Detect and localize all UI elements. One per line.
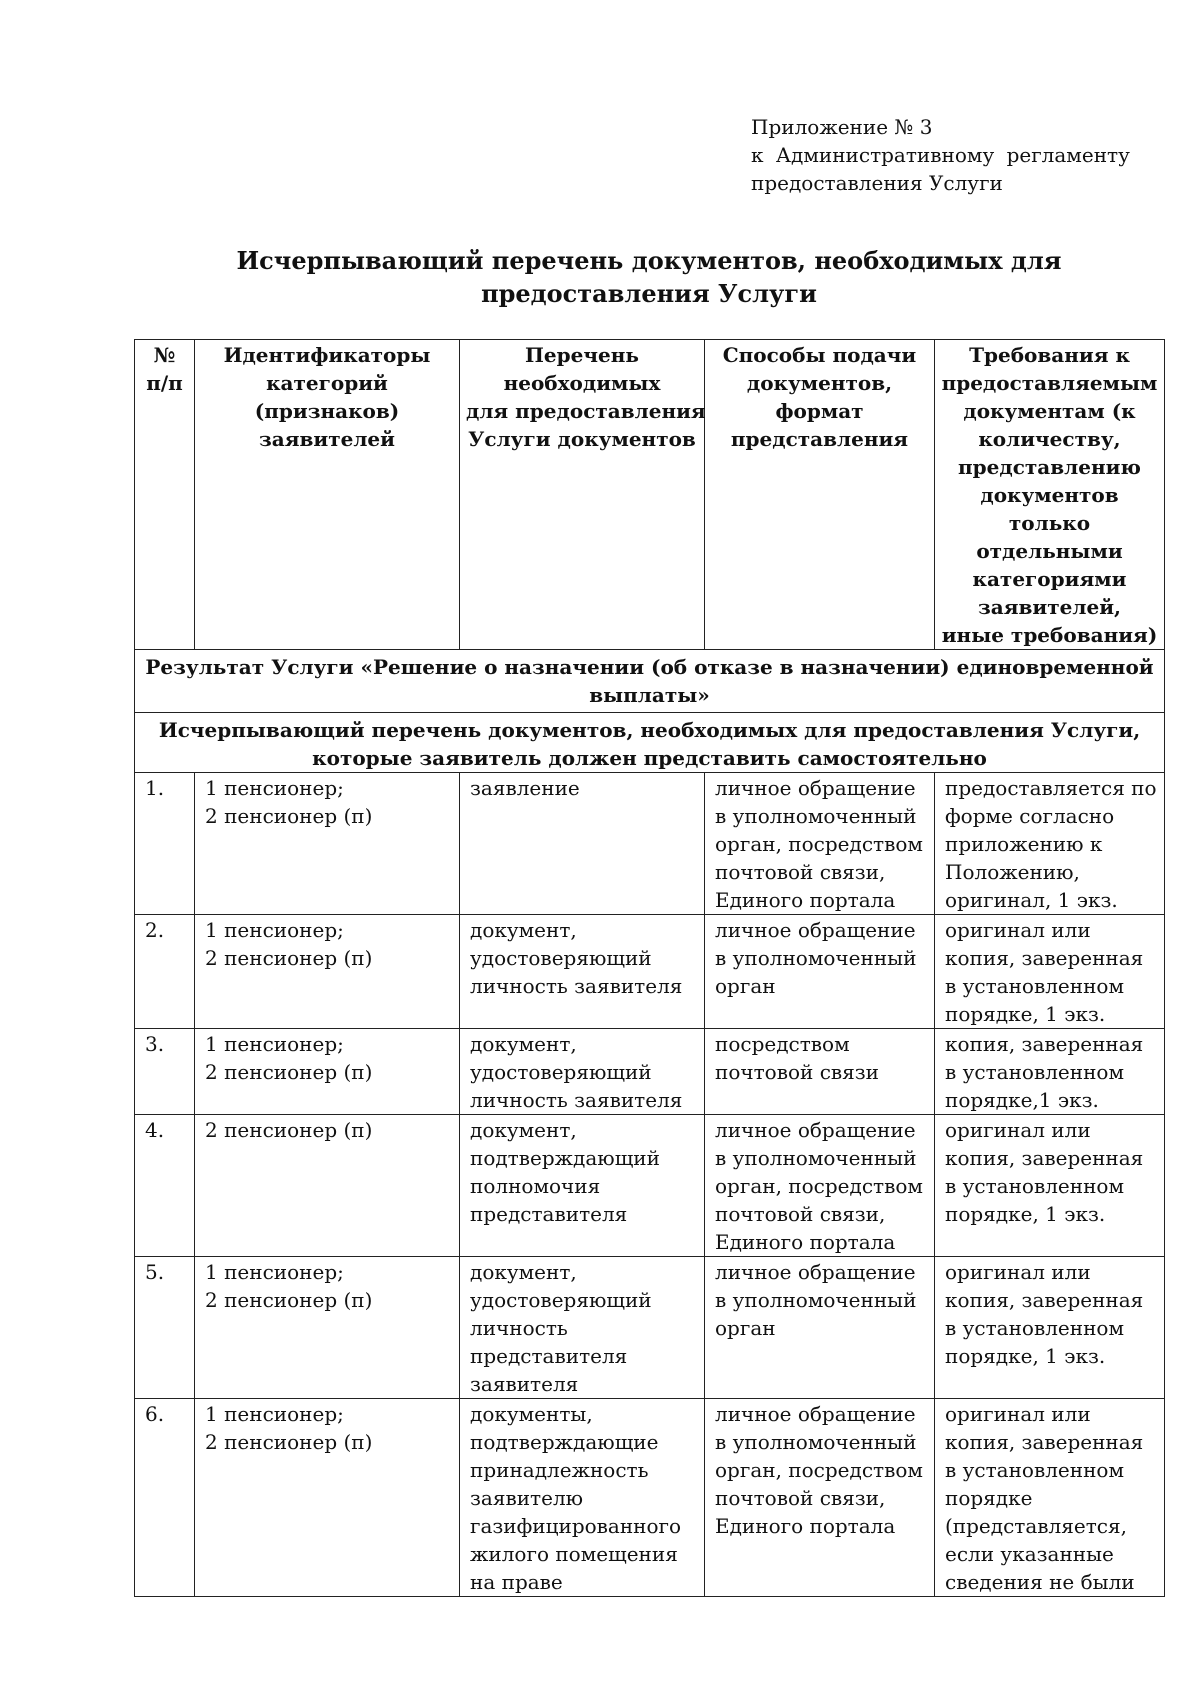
cell-line: 1 пенсионер; [205, 1402, 344, 1426]
cell-line: подтверждающие [470, 1430, 659, 1454]
row-requirements-cell [935, 773, 1165, 915]
row-identifiers-cell [195, 1029, 460, 1115]
cell-line: порядке, 1 экз. [945, 1002, 1106, 1026]
cell-line: Исчерпывающий перечень документов, необходимых для предоставления Услуги, [158, 718, 1141, 742]
row-num-cell: 4. [135, 1115, 195, 1257]
cell-line: заявление [470, 776, 580, 800]
appendix-line: к Административному регламенту [751, 143, 1130, 167]
row-requirements-cell [935, 1399, 1165, 1597]
cell-line: личное обращение [715, 918, 916, 942]
cell-line: почтовой связи, [715, 1486, 886, 1510]
cell-line: удостоверяющий [470, 1288, 652, 1312]
cell-line: категориями [972, 567, 1127, 591]
cell-line: в уполномоченный [715, 1288, 917, 1312]
cell-line: формат [775, 399, 864, 423]
cell-line: заявителей [258, 427, 395, 451]
cell-line: 2 пенсионер (п) [205, 946, 373, 970]
cell-line: Единого портала [715, 1230, 896, 1254]
cell-line: удостоверяющий [470, 1060, 652, 1084]
cell-line: Способы подачи [722, 343, 917, 367]
cell-line: категорий [266, 371, 388, 395]
cell-line: предоставляемым [941, 371, 1158, 395]
row-method-cell [705, 1257, 935, 1399]
cell-line: иные требования) [941, 623, 1158, 647]
row-document-cell [460, 1115, 705, 1257]
table-header-row [135, 340, 1165, 650]
row-num-cell: 5. [135, 1257, 195, 1399]
cell-line: 1 пенсионер; [205, 918, 344, 942]
row-num-cell: 2. [135, 915, 195, 1029]
cell-line: документ, [470, 1260, 577, 1284]
row-document-cell [460, 1399, 705, 1597]
cell-line: в уполномоченный [715, 946, 917, 970]
cell-line: Единого портала [715, 888, 896, 912]
row-method-cell [705, 773, 935, 915]
cell-line: в уполномоченный [715, 1146, 917, 1170]
cell-line: оригинал или [945, 918, 1091, 942]
header-num [135, 340, 195, 650]
header-methods [705, 340, 935, 650]
row-num-cell: 6. [135, 1399, 195, 1597]
cell-line: документов [980, 483, 1119, 507]
cell-line: на праве [470, 1570, 563, 1594]
cell-line: в установленном [945, 1174, 1125, 1198]
cell-line: орган [715, 974, 776, 998]
cell-line: сведения не были [945, 1570, 1135, 1594]
cell-line: выплаты» [589, 683, 710, 707]
cell-line: личность [470, 1316, 568, 1340]
appendix-line: предоставления Услуги [751, 171, 1003, 195]
title-line: Исчерпывающий перечень документов, необходимых для [236, 246, 1062, 275]
cell-line: для предоставления [466, 399, 706, 423]
row-identifiers-cell [195, 1257, 460, 1399]
header-requirements [935, 340, 1165, 650]
appendix-line: Приложение № 3 [751, 115, 933, 139]
cell-line: орган, посредством [715, 1458, 923, 1482]
cell-line: 2 пенсионер (п) [205, 1118, 373, 1142]
row-identifiers-cell [195, 915, 460, 1029]
cell-line: документ, [470, 1118, 577, 1142]
cell-line: Перечень [525, 343, 639, 367]
cell-line: в установленном [945, 1316, 1125, 1340]
cell-line: только [1008, 511, 1091, 535]
cell-line: орган, посредством [715, 832, 923, 856]
cell-line: которые заявитель должен представить самостоятельно [312, 746, 987, 770]
cell-line: полномочия [470, 1174, 601, 1198]
table-row [135, 1029, 1165, 1115]
cell-line: представителя [470, 1202, 628, 1226]
cell-line: копия, заверенная [945, 1032, 1144, 1056]
cell-line: Идентификаторы [223, 343, 431, 367]
cell-line: личное обращение [715, 776, 916, 800]
cell-line: документ, [470, 918, 577, 942]
cell-line: заявителю [470, 1486, 584, 1510]
cell-line: документы, [470, 1402, 593, 1426]
cell-line: почтовой связи [715, 1060, 880, 1084]
cell-line: оригинал, 1 экз. [945, 888, 1118, 912]
cell-line: представителя [470, 1344, 628, 1368]
cell-line: оригинал или [945, 1260, 1091, 1284]
cell-line: п/п [146, 371, 183, 395]
cell-line: личное обращение [715, 1260, 916, 1284]
cell-line: форме согласно [945, 804, 1115, 828]
row-num-cell: 3. [135, 1029, 195, 1115]
cell-line: (представляется, [945, 1514, 1127, 1538]
cell-line: если указанные [945, 1542, 1114, 1566]
cell-line: копия, заверенная [945, 1430, 1144, 1454]
cell-line: предоставляется по [945, 776, 1157, 800]
cell-line: документ, [470, 1032, 577, 1056]
cell-line: 2 пенсионер (п) [205, 1288, 373, 1312]
row-document-cell [460, 915, 705, 1029]
cell-line: Единого портала [715, 1514, 896, 1538]
table-row [135, 773, 1165, 915]
appendix-note [751, 113, 1130, 197]
cell-line: Результат Услуги «Решение о назначении (об отказе в назначении) единовременной [145, 655, 1154, 679]
cell-line: в установленном [945, 1060, 1125, 1084]
cell-line: 1 пенсионер; [205, 1032, 344, 1056]
cell-line: 2 пенсионер (п) [205, 1430, 373, 1454]
row-num-cell: 1. [135, 773, 195, 915]
cell-line: почтовой связи, [715, 1202, 886, 1226]
row-document-cell [460, 1029, 705, 1115]
cell-line: отдельными [976, 539, 1123, 563]
cell-line: в установленном [945, 1458, 1125, 1482]
row-method-cell [705, 915, 935, 1029]
cell-line: копия, заверенная [945, 1146, 1144, 1170]
cell-line: в уполномоченный [715, 804, 917, 828]
section-list-text [135, 713, 1165, 773]
row-method-cell [705, 1029, 935, 1115]
cell-line: 1 пенсионер; [205, 776, 344, 800]
cell-line: (признаков) [254, 399, 400, 423]
cell-line: заявителя [470, 1372, 579, 1396]
row-identifiers-cell [195, 1115, 460, 1257]
cell-line: приложению к [945, 832, 1103, 856]
section-row-list [135, 713, 1165, 773]
cell-line: Положению, [945, 860, 1080, 884]
row-requirements-cell [935, 1257, 1165, 1399]
row-document-cell [460, 773, 705, 915]
row-method-cell [705, 1399, 935, 1597]
cell-line: порядке [945, 1486, 1033, 1510]
row-method-cell [705, 1115, 935, 1257]
cell-line: № [153, 343, 176, 367]
table-row [135, 1115, 1165, 1257]
cell-line: документам (к [963, 399, 1136, 423]
cell-line: личность заявителя [470, 974, 683, 998]
cell-line: удостоверяющий [470, 946, 652, 970]
cell-line: в уполномоченный [715, 1430, 917, 1454]
table-row [135, 1399, 1165, 1597]
cell-line: порядке, 1 экз. [945, 1344, 1106, 1368]
row-identifiers-cell [195, 1399, 460, 1597]
cell-line: порядке, 1 экз. [945, 1202, 1106, 1226]
cell-line: представления [730, 427, 909, 451]
row-identifiers-cell [195, 773, 460, 915]
documents-table [134, 339, 1165, 1597]
section-result-text [135, 650, 1165, 713]
cell-line: принадлежность [470, 1458, 649, 1482]
cell-line: в установленном [945, 974, 1125, 998]
cell-line: посредством [715, 1032, 850, 1056]
cell-line: оригинал или [945, 1118, 1091, 1142]
cell-line: 1 пенсионер; [205, 1260, 344, 1284]
cell-line: документов, [746, 371, 893, 395]
cell-line: личное обращение [715, 1118, 916, 1142]
table-row [135, 1257, 1165, 1399]
header-identifiers [195, 340, 460, 650]
row-requirements-cell [935, 1115, 1165, 1257]
cell-line: представлению [958, 455, 1141, 479]
cell-line: заявителей, [978, 595, 1121, 619]
header-documents [460, 340, 705, 650]
cell-line: порядке,1 экз. [945, 1088, 1099, 1112]
row-requirements-cell [935, 1029, 1165, 1115]
cell-line: оригинал или [945, 1402, 1091, 1426]
cell-line: почтовой связи, [715, 860, 886, 884]
title-line: предоставления Услуги [481, 279, 817, 308]
cell-line: 2 пенсионер (п) [205, 804, 373, 828]
cell-line: 2 пенсионер (п) [205, 1060, 373, 1084]
cell-line: копия, заверенная [945, 1288, 1144, 1312]
cell-line: орган, посредством [715, 1174, 923, 1198]
section-row-result [135, 650, 1165, 713]
cell-line: орган [715, 1316, 776, 1340]
cell-line: подтверждающий [470, 1146, 660, 1170]
cell-line: Требования к [969, 343, 1130, 367]
cell-line: газифицированного [470, 1514, 682, 1538]
cell-line: личность заявителя [470, 1088, 683, 1112]
row-document-cell [460, 1257, 705, 1399]
cell-line: жилого помещения [470, 1542, 678, 1566]
cell-line: количеству, [978, 427, 1121, 451]
cell-line: личное обращение [715, 1402, 916, 1426]
cell-line: необходимых [503, 371, 661, 395]
cell-line: Услуги документов [468, 427, 696, 451]
page-title [134, 244, 1164, 310]
row-requirements-cell [935, 915, 1165, 1029]
cell-line: копия, заверенная [945, 946, 1144, 970]
table-row [135, 915, 1165, 1029]
